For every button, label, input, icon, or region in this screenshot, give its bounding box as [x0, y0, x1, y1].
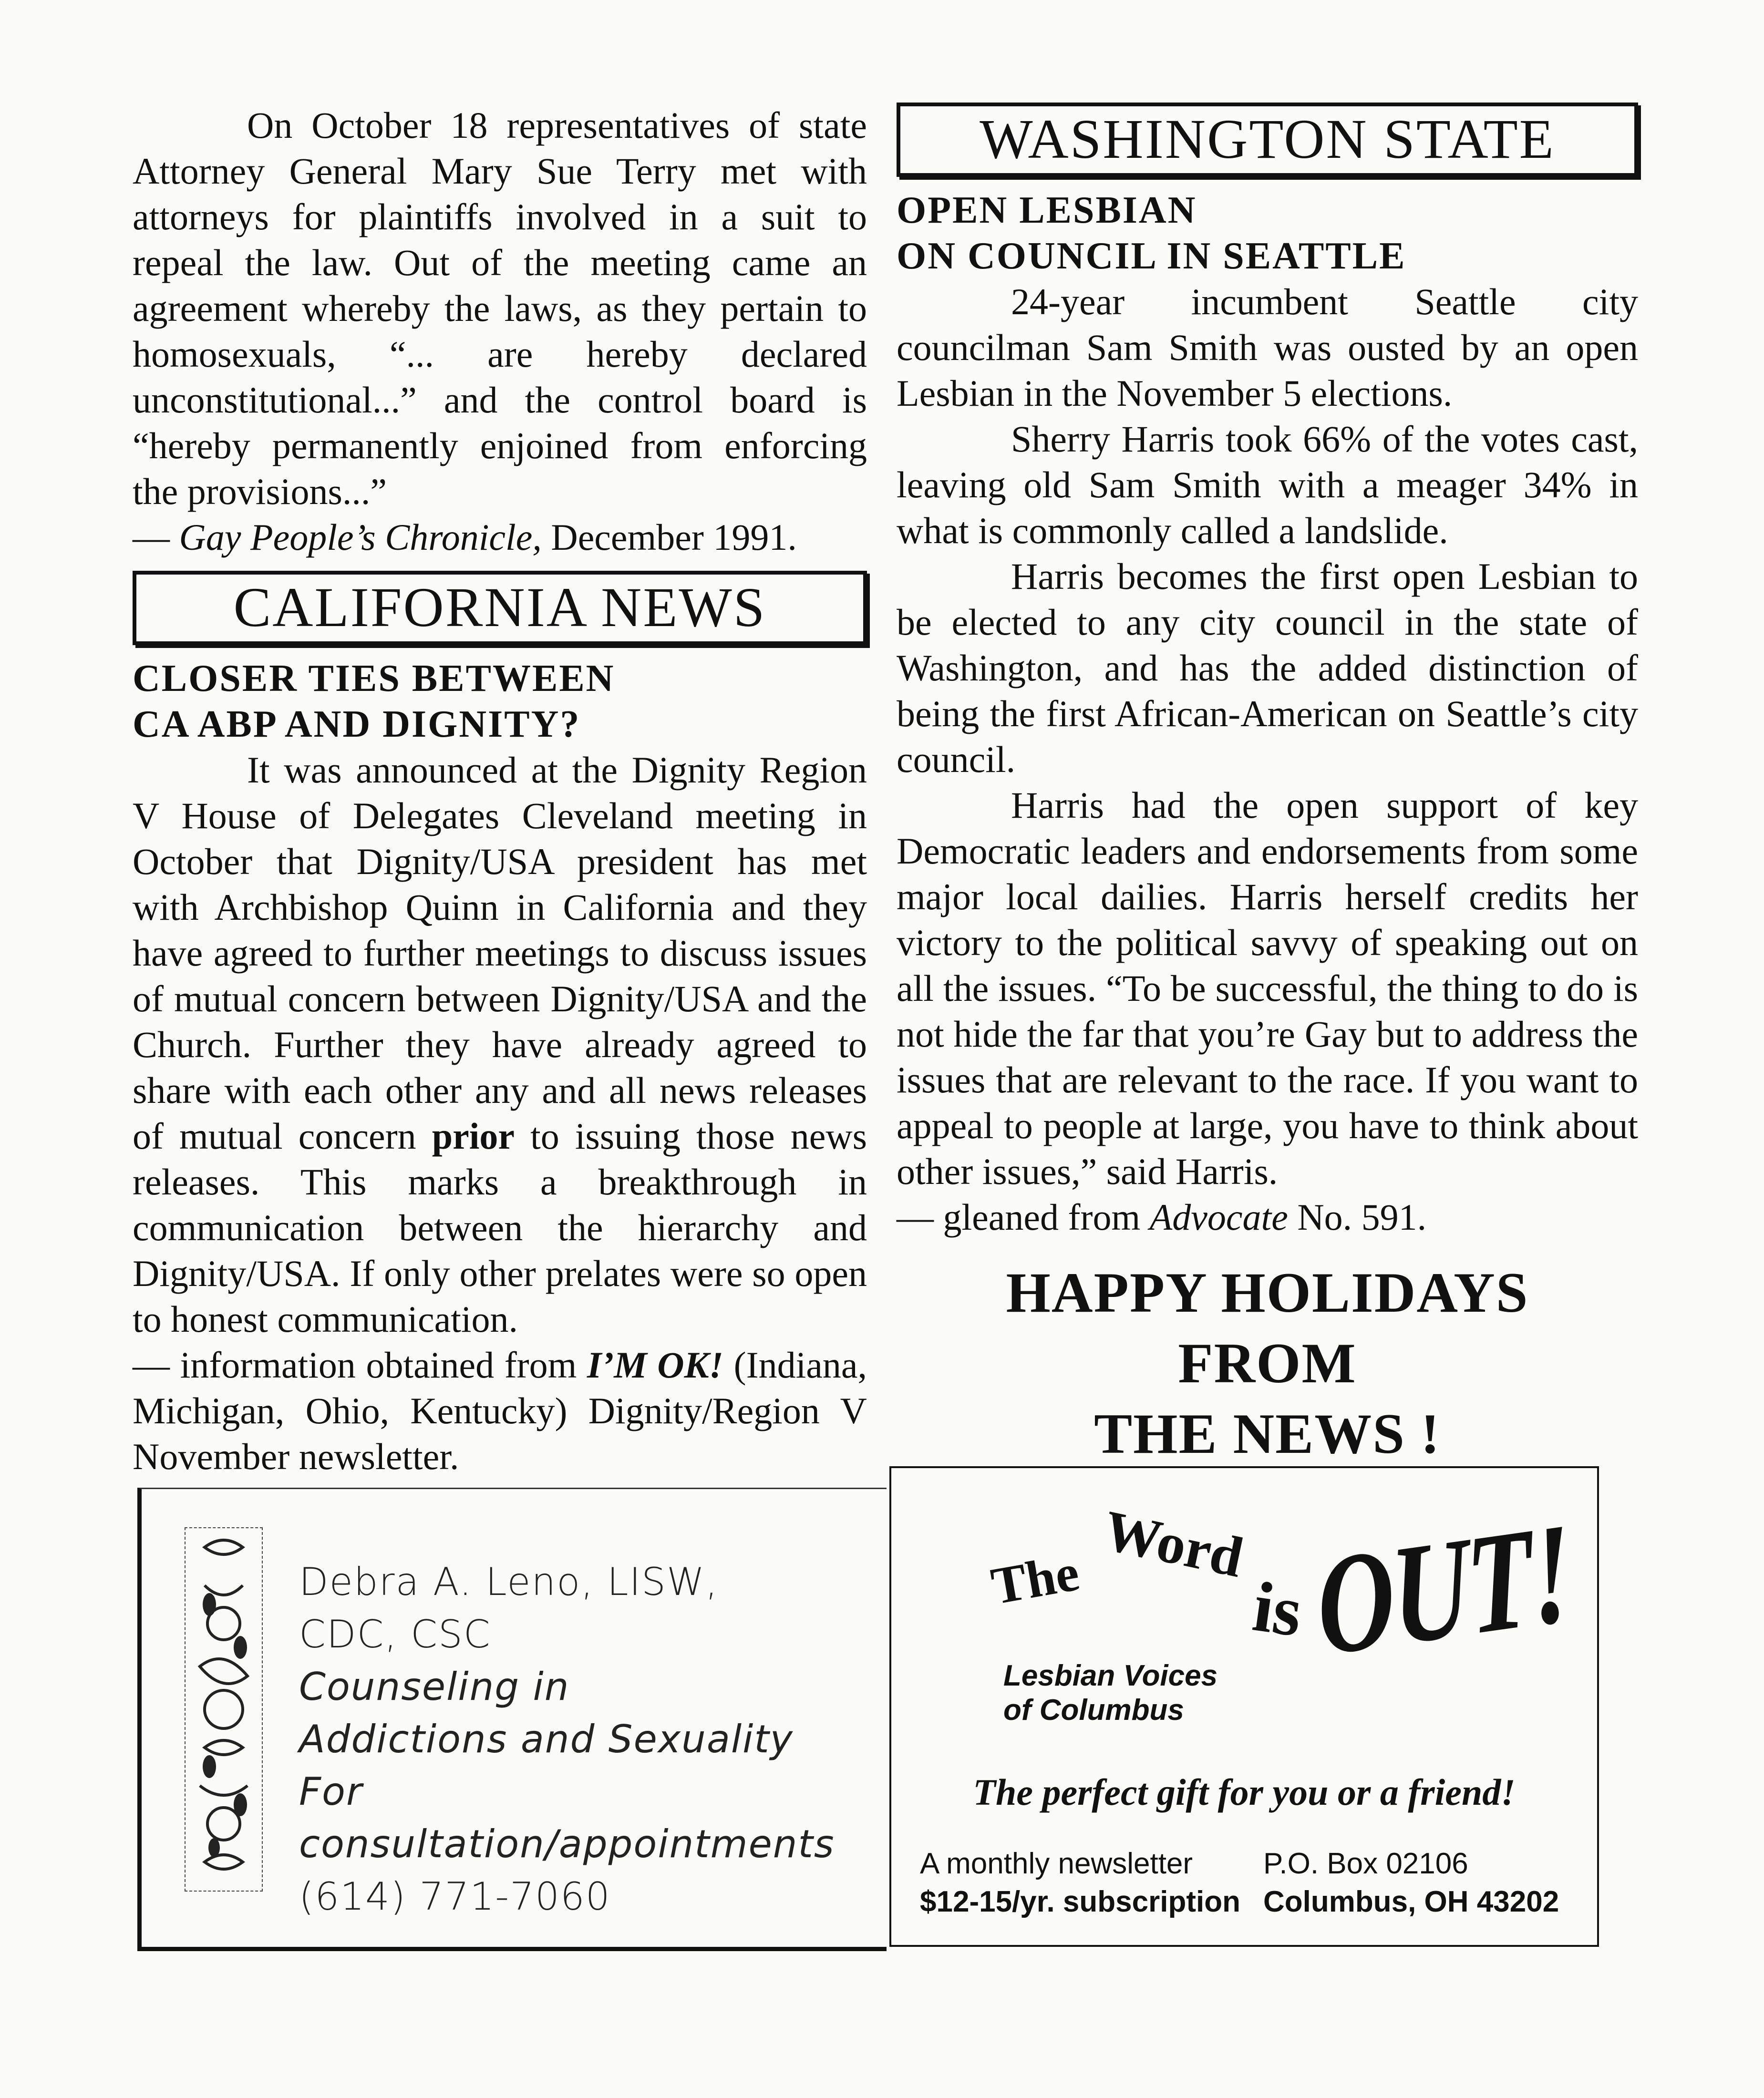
intro-paragraph: On October 18 representatives of state Attorney General Mary Sue Terry met with attorneys for plaintiffs involved in a suit to repeal the law. Out of the meeting came an agreement whereby the laws, as they pertain to homosexuals, “... are hereby declared unconstitutional...” and the control board is “hereby permanently enjoined from enforcing the provisions...”: [133, 104, 867, 512]
consultation-note: For consultation/appointments: [299, 1769, 835, 1866]
intro-source: [133, 514, 867, 560]
address-line-2: Columbus, OH 43202: [1263, 1885, 1559, 1918]
washington-paragraph-3: Harris becomes the first open Lesbian to be elected to any city council in the state of Washington, and has the added distinction of being the first African-American on Seattle’s city council.: [897, 555, 1638, 780]
happy-holidays-banner: [897, 1257, 1638, 1469]
logo-word: Word: [1098, 1498, 1249, 1590]
subscription-line-2: $12-15/yr. subscription: [920, 1885, 1240, 1918]
california-body-part-1: It was announced at the Dignity Region V House of Delegates Cleveland meeting in October that Dignity/USA president has met with Archbishop Quinn in California and they have agreed to further meetings to discuss issues of mutual concern between Dignity/USA and the Church. Further they have already agreed to share with each other any and all news releases of mutual concern: [133, 749, 867, 1157]
washington-paragraph-4: Harris had the open support of key Democratic leaders and endorsements from some major local dailies. Harris herself credits her victory to the political savvy of speaking out on all the issues. “To be successful, the thing to do is not hide the far that you’re Gay but to address the issues that are relevant to the race. If you want to appeal to people at large, you have to think about other issues,” said Harris.: [897, 784, 1638, 1192]
california-headline-line-1: CLOSER TIES BETWEEN: [133, 658, 615, 699]
ornament-icon: [185, 1527, 263, 1892]
address-line-1: P.O. Box 02106: [1263, 1847, 1468, 1880]
counselor-credentials: CDC, CSC: [299, 1612, 491, 1656]
intro-source-date: December 1991.: [541, 516, 797, 558]
california-body-part-2: to issuing those news releases. This marks a breakthrough in communication between the hierarchy and Dignity/USA. If only other prelates were so open to honest communication.: [133, 1115, 867, 1340]
intro-source-publication: Gay People’s Chronicle,: [179, 516, 542, 558]
logo-out: OUT!: [1311, 1492, 1576, 1686]
logo-is: is: [1248, 1566, 1307, 1652]
holiday-line-2: FROM: [1178, 1331, 1357, 1395]
tagline-line-2: of Columbus: [1003, 1694, 1184, 1727]
counseling-in: Counseling in: [299, 1665, 570, 1709]
counseling-ad: [137, 1488, 887, 1951]
tagline-line-1: Lesbian Voices: [1003, 1659, 1218, 1692]
tagline: [1003, 1659, 1217, 1728]
california-article-body: [133, 747, 867, 1342]
counselor-phone: (614) 771-7060: [299, 1874, 611, 1919]
counselor-name: Debra A. Leno, LISW,: [299, 1560, 719, 1604]
california-source-prefix: — information obtained from: [133, 1344, 587, 1386]
mailing-address: [1263, 1845, 1559, 1921]
left-column: [133, 103, 867, 1480]
california-body-bold: prior: [432, 1115, 515, 1157]
washington-paragraph-1: 24-year incumbent Seattle city councilman Sam Smith was ousted by an open Lesbian in the November 5 elections.: [897, 281, 1638, 414]
california-headline-line-2: CA ABP AND DIGNITY?: [133, 703, 581, 745]
california-source-publication: I’M OK!: [587, 1344, 723, 1386]
word-is-out-ad: [889, 1466, 1599, 1947]
washington-headline-line-1: OPEN LESBIAN: [897, 189, 1197, 231]
subscription-info: [920, 1845, 1240, 1921]
washington-headline-line-2: ON COUNCIL IN SEATTLE: [897, 235, 1406, 277]
holiday-line-3: THE NEWS !: [1094, 1402, 1441, 1465]
gift-line: The perfect gift for you or a friend!: [973, 1771, 1516, 1813]
california-source-suffix: (Indiana, Michigan, Ohio, Kentucky) Dignity/Region V November newsletter.: [133, 1344, 867, 1477]
intro-source-dash: —: [133, 516, 179, 558]
washington-paragraph-2: Sherry Harris took 66% of the votes cast, leaving old Sam Smith with a meager 34% in what is commonly called a landslide.: [897, 418, 1638, 551]
washington-state-heading: WASHINGTON STATE: [897, 103, 1638, 177]
washington-source: [897, 1194, 1638, 1240]
counseling-specialties: Addictions and Sexuality: [299, 1717, 794, 1761]
washington-source-prefix: — gleaned from: [897, 1196, 1150, 1238]
counseling-ad-text: [299, 1556, 887, 1923]
logo-the: The: [987, 1543, 1083, 1616]
washington-source-publication: Advocate: [1149, 1196, 1288, 1238]
washington-source-suffix: No. 591.: [1288, 1196, 1427, 1238]
holiday-line-1: HAPPY HOLIDAYS: [1006, 1261, 1529, 1324]
subscription-line-1: A monthly newsletter: [920, 1847, 1193, 1880]
right-column: [897, 103, 1638, 1469]
california-news-heading: CALIFORNIA NEWS: [133, 571, 867, 645]
california-article-source: [133, 1342, 867, 1480]
